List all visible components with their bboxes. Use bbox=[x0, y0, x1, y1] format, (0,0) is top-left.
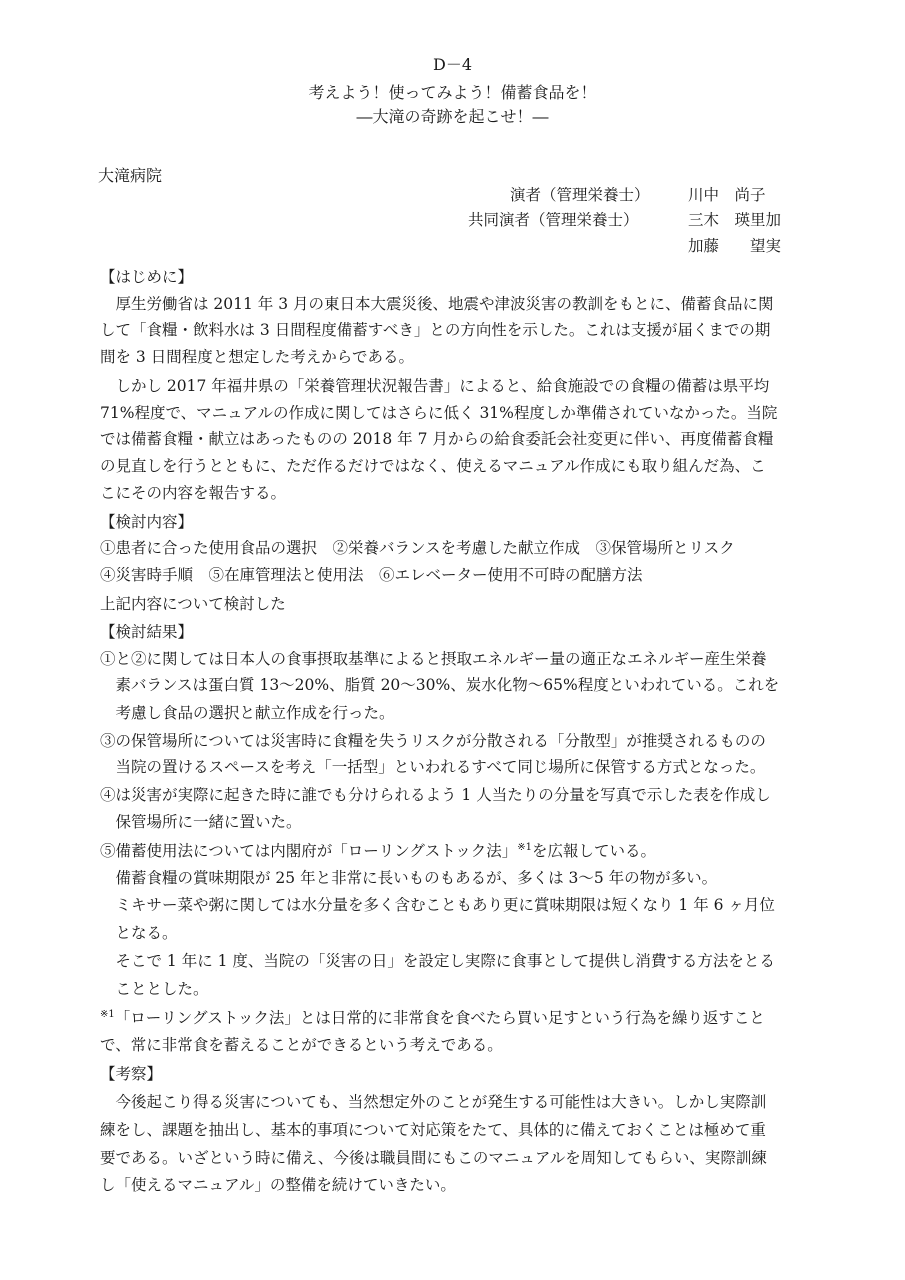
presenter-role: 演者（管理栄養士） bbox=[510, 186, 650, 204]
co-presenter-name-2: 加藤 望実 bbox=[688, 237, 782, 255]
discussion-line: 今後起こり得る災害についても、当然想定外のことが発生する可能性は大きい。しかし実際訓 bbox=[100, 1093, 767, 1111]
intro-line: 71%程度で、マニュアルの作成に関してはさらに低く 31%程度しか準備されていなかった。当院 bbox=[100, 404, 778, 422]
discussion-line: 要である。いざという時に備え、今後は職員間にもこのマニュアルを周知してもらい、実際訓練 bbox=[100, 1149, 767, 1167]
section-heading-results: 【検討結果】 bbox=[100, 623, 194, 641]
results-line: 考慮し食品の選択と献立作成を行った。 bbox=[100, 704, 395, 722]
results-line-rolling-stock bbox=[100, 843, 810, 860]
results-line-text: ⑤備蓄使用法については内閣府が「ローリングストック法」 bbox=[100, 842, 518, 861]
section-heading-discussion: 【考察】 bbox=[100, 1065, 163, 1083]
intro-line: して「食糧・飲料水は 3 日間程度備蓄すべき」との方向性を示した。これは支援が届くまでの期 bbox=[100, 321, 771, 339]
document-title: 考えよう！使ってみよう！備蓄食品を！ bbox=[308, 83, 597, 102]
co-presenter-role: 共同演者（管理栄養士） bbox=[468, 211, 639, 229]
review-line: ①患者に合った使用食品の選択 ②栄養バランスを考慮した献立作成 ③保管場所とリスク bbox=[100, 539, 735, 557]
section-heading-intro: 【はじめに】 bbox=[100, 268, 194, 286]
intro-line: 厚生労働省は 2011 年 3 月の東日本大震災後、地震や津波災害の教訓をもとに、備蓄食品に関 bbox=[100, 295, 774, 313]
discussion-line: 練をし、課題を抽出し、基本的事項について対応策をたて、具体的に備えておくことは極めて重 bbox=[100, 1121, 766, 1139]
intro-line: では備蓄食糧・献立はあったものの 2018 年 7 月からの給食委託会社変更に伴い、再度備蓄食糧 bbox=[100, 430, 774, 448]
discussion-line: し「使えるマニュアル」の整備を続けていきたい。 bbox=[100, 1176, 456, 1194]
results-line: そこで 1 年に 1 度、当院の「災害の日」を設定し実際に食事として提供し消費する方法をとる bbox=[100, 952, 775, 970]
footnote-marker: ※1 bbox=[517, 842, 533, 853]
results-line: ④は災害が実際に起きた時に誰でも分けられるよう 1 人当たりの分量を写真で示した表を作成し bbox=[100, 786, 771, 804]
results-line: ①と②に関しては日本人の食事摂取基準によると摂取エネルギー量の適正なエネルギー産生栄養 bbox=[100, 650, 767, 668]
results-line: となる。 bbox=[100, 924, 178, 942]
results-line: ミキサー菜や粥に関しては水分量を多く含むこともあり更に賞味期限は短くなり 1 年 6 ヶ月位 bbox=[100, 896, 775, 914]
hospital-name: 大滝病院 bbox=[98, 166, 163, 185]
results-line: 保管場所に一緒に置いた。 bbox=[100, 813, 302, 831]
review-line: ④災害時手順 ⑤在庫管理法と使用法 ⑥エレベーター使用不可時の配膳方法 bbox=[100, 566, 643, 584]
results-line: 素バランスは蛋白質 13～20%、脂質 20～30%、炭水化物～65%程度といわれている。これを bbox=[100, 676, 780, 694]
co-presenter-name-1: 三木 瑛里加 bbox=[688, 211, 782, 229]
section-heading-review: 【検討内容】 bbox=[100, 513, 194, 531]
results-line: ③の保管場所については災害時に食糧を失うリスクが分散される「分散型」が推奨されるものの bbox=[100, 732, 766, 750]
review-line: 上記内容について検討した bbox=[100, 595, 286, 613]
results-line: こととした。 bbox=[100, 980, 209, 998]
footnote-marker: ※1 bbox=[100, 1009, 115, 1020]
document-subtitle: ―大滝の奇跡を起こせ！― bbox=[356, 107, 549, 126]
results-line: 当院の置けるスペースを考え「一括型」といわれるすべて同じ場所に保管する方式となった。 bbox=[100, 758, 766, 776]
presenter-name: 川中 尚子 bbox=[688, 186, 766, 204]
intro-line: しかし 2017 年福井県の「栄養管理状況報告書」によると、給食施設での食糧の備蓄は県平均 bbox=[100, 377, 770, 395]
footnote-line: で、常に非常食を蓄えることができるという考えである。 bbox=[100, 1036, 503, 1054]
intro-line: こにその内容を報告する。 bbox=[100, 484, 287, 502]
intro-line: 間を 3 日間程度と想定した考えからである。 bbox=[100, 348, 415, 366]
footnote-text: 「ローリングストック法」とは日常的に非常食を食べたら買い足すという行為を繰り返すこと bbox=[114, 1009, 765, 1028]
document-code: D－4 bbox=[432, 55, 472, 74]
footnote-line bbox=[100, 1010, 810, 1027]
results-line-text: を広報している。 bbox=[532, 842, 657, 861]
results-line: 備蓄食糧の賞味期限が 25 年と非常に長いものもあるが、多くは 3～5 年の物が多い。 bbox=[100, 869, 718, 887]
intro-line: の見直しを行うとともに、ただ作るだけではなく、使えるマニュアル作成にも取り組んだ為、こ bbox=[100, 457, 766, 475]
